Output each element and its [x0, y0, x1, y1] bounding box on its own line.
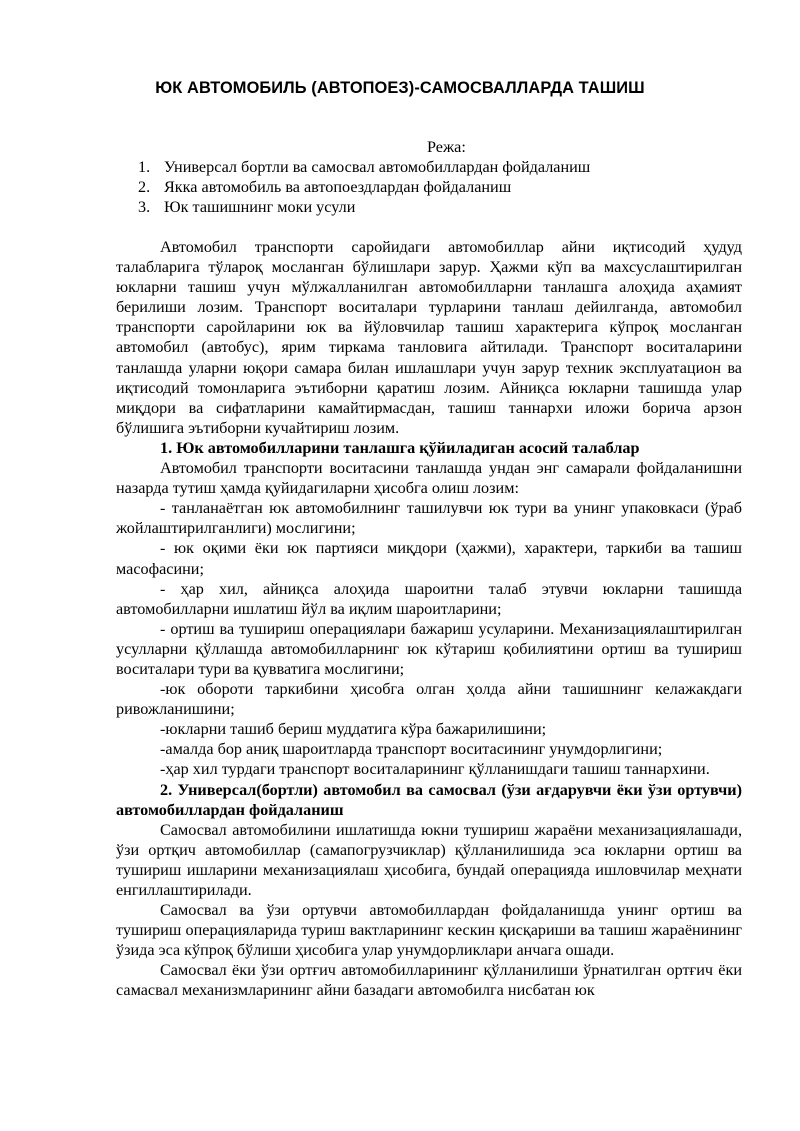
intro-paragraph: Автомобил транспорти саройидаги автомобиллар айни иқтисодий ҳудуд талабларига тўлароқ мосланган бўлишлари зарур. Ҳажми кўп ва махсуслаштирилган юкларни ташиш учун мўлжалланилган автомобилларни танлашга алоҳида аҳамият берилиши лозим. Транспорт воситалари турларини танлаш дейилганда, автомобил транспорти саройларини юк ва йўловчилар ташиш характерига кўпроқ мосланган автомобил (автобус), ярим тиркама танловига айтилади. Транспорт воситаларини танлашда уларни юқори самара билан ишлашлари учун зарур техник эксплуатацион ва иқтисодий томонларига эътиборни қаратиш лозим. Айниқса юкларни ташишда улар миқдори ва сифатларини камайтирмасдан, ташиш таннархи иложи борича арзон бўлишига эътиборни кучайтириш лозим.: [116, 238, 742, 437]
requirement-item: - юк оқими ёки юк партияси миқдори (ҳажми), характери, таркиби ва ташиш масофасини;: [116, 539, 742, 578]
requirement-item: - танланаётган юк автомобилнинг ташилувчи юк тури ва унинг упаковкаси (ўраб жойлаштирилганлиги) мослигини;: [116, 499, 742, 538]
requirement-item: - ортиш ва тушириш операциялари бажариш усуларини. Механизациялаштирилган усулларни қўллашда автомобилларнинг юк кўтариш қобилиятини ортиш ва тушириш воситалари тури ва қувватига мослигини;: [116, 619, 742, 678]
requirement-item: - ҳар хил, айниқса алоҳида шароитни талаб этувчи юкларни ташишда автомобилларни ишлатиш йўл ва иқлим шароитларини;: [116, 579, 742, 618]
section-1-heading: 1. Юк автомобилларини танлашга қўйиладиган асосий талаблар: [160, 438, 640, 457]
section-2-heading: 2. Универсал(бортли) автомобил ва самосвал (ўзи ағдарувчи ёки ўзи ортувчи) автомобиллардан фойдаланиш: [116, 780, 742, 819]
section-2-paragraph: Самосвал автомобилини ишлатишда юкни тушириш жараёни механизациялашади, ўзи ортқич автомобиллар (самапогрузчиклар) қўлланилишида эса юкларни ортиш ва тушириш ишларини механизациялаш ҳисобига, бундай операцияда ишловчилар меҳнати енгиллаштирилади.: [116, 820, 742, 899]
section-2-paragraph: Самосвал ёки ўзи ортғич автомобилларининг қўлланилиши ўрнатилган ортғич ёки самасвал механизмларининг айни базадаги автомобилга нисбатан юк: [116, 961, 742, 1000]
requirement-item: -юк обороти таркибини ҳисобга олган ҳолда айни ташишнинг келажакдаги ривожланишини;: [116, 680, 742, 719]
document-title: ЮК АВТОМОБИЛЬ (АВТОПОЕЗ)-САМОСВАЛЛАРДА ТАШИШ: [155, 79, 645, 97]
plan-item-text: Якка автомобиль ва автопоездлардан фойдаланиш: [164, 178, 512, 197]
section-2-paragraph: Самосвал ва ўзи ортувчи автомобиллардан фойдаланишда унинг ортиш ва тушириш операцияларида туриш вактларининг кескин қисқариши ва ташиш жараёнининг ўзида эса кўпроқ бўлиши ҳисобига улар унумдорликлари анчага ошади.: [116, 901, 742, 960]
plan-heading: Режа:: [427, 138, 466, 156]
requirement-item: -амалда бор аниқ шароитларда транспорт воситасининг унумдорлигини;: [160, 740, 663, 759]
plan-item-number: 2.: [138, 178, 151, 197]
requirement-item: -юкларни ташиб бериш муддатига кўра бажарилишини;: [160, 720, 547, 739]
plan-item-number: 1.: [138, 158, 151, 176]
plan-item-text: Юк ташишнинг моки усули: [164, 198, 356, 217]
requirement-item: -ҳар хил турдаги транспорт воситаларининг қўлланишдаги ташиш таннархини.: [160, 760, 710, 779]
plan-item-text: Универсал бортли ва самосвал автомобиллардан фойдаланиш: [164, 158, 591, 176]
section-1-paragraph: Автомобил транспорти воситасини танлашда ундан энг самарали фойдаланишни назарда тутиш ҳамда қуйидагиларни ҳисобга олиш лозим:: [116, 459, 742, 498]
plan-item-number: 3.: [138, 198, 151, 217]
document-body: [116, 237, 742, 1001]
